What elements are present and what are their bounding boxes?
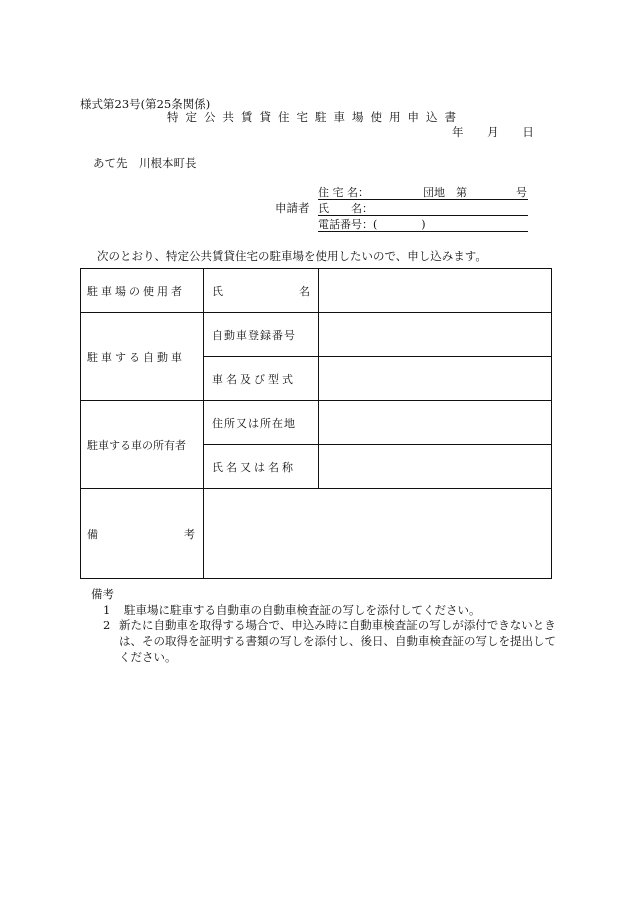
address-suffix-1: 団地 第 xyxy=(423,186,467,199)
user-label: 駐車場の使用者 xyxy=(81,269,204,313)
note-number: 2 xyxy=(103,618,111,632)
table-row xyxy=(81,489,552,579)
name-header xyxy=(204,269,319,313)
note-text: 新たに自動車を取得する場合で、申込み時に自動車検査証の写しが添付できないときは、その取得を証明する書類の写しを添付し、後日、自動車検査証の写しを提出してください。 xyxy=(119,618,556,664)
phone-label: 電話番号：( ) xyxy=(318,218,426,231)
address-suffix-2: 号 xyxy=(516,186,527,199)
name-label: 氏 名： xyxy=(318,202,373,215)
form-number: 様式第23号(第25条関係) xyxy=(80,97,211,111)
owner-address-value[interactable] xyxy=(319,401,552,445)
remarks-left: 備 xyxy=(87,527,98,541)
application-table xyxy=(80,268,552,579)
date-year: 年 xyxy=(452,125,464,139)
owner-name-value[interactable] xyxy=(319,445,552,489)
table-row xyxy=(81,401,552,445)
owner-address-header: 住所又は所在地 xyxy=(204,401,319,445)
date-day: 日 xyxy=(522,125,534,139)
notes-heading: 備考 xyxy=(91,587,114,601)
remarks-header xyxy=(81,489,204,579)
note-number: 1 xyxy=(103,603,111,617)
owner-label: 駐車する車の所有者 xyxy=(81,401,204,489)
table-row xyxy=(81,313,552,357)
name-right: 名 xyxy=(299,284,310,298)
note-item xyxy=(103,617,563,665)
car-label: 駐車する自動車 xyxy=(81,313,204,401)
date-line xyxy=(452,124,554,140)
address-label: 住 宅 名： xyxy=(318,186,369,199)
addressee: あて先 川根本町長 xyxy=(93,156,197,170)
table-row xyxy=(81,269,552,313)
reg-no-value[interactable] xyxy=(319,313,552,357)
name-left: 氏 xyxy=(212,284,223,298)
note-text: 駐車場に駐車する自動車の自動車検査証の写しを添付してください。 xyxy=(123,603,481,617)
remarks-right: 考 xyxy=(184,527,195,541)
form-title: 特定公共賃貸住宅駐車場使用申込書 xyxy=(167,110,463,124)
name-field[interactable] xyxy=(318,200,528,216)
remarks-value[interactable] xyxy=(204,489,552,579)
model-header: 車名及び型式 xyxy=(204,357,319,401)
intro-text: 次のとおり、特定公共賃貸住宅の駐車場を使用したいので、申し込みます。 xyxy=(97,249,487,263)
applicant-label: 申請者 xyxy=(275,201,310,215)
model-value[interactable] xyxy=(319,357,552,401)
user-name-value[interactable] xyxy=(319,269,552,313)
reg-no-header: 自動車登録番号 xyxy=(204,313,319,357)
applicant-info xyxy=(318,184,528,232)
note-item xyxy=(103,602,480,618)
address-field[interactable] xyxy=(318,184,528,200)
phone-field[interactable] xyxy=(318,216,528,232)
date-month: 月 xyxy=(487,125,499,139)
owner-name-header: 氏名又は名称 xyxy=(204,445,319,489)
